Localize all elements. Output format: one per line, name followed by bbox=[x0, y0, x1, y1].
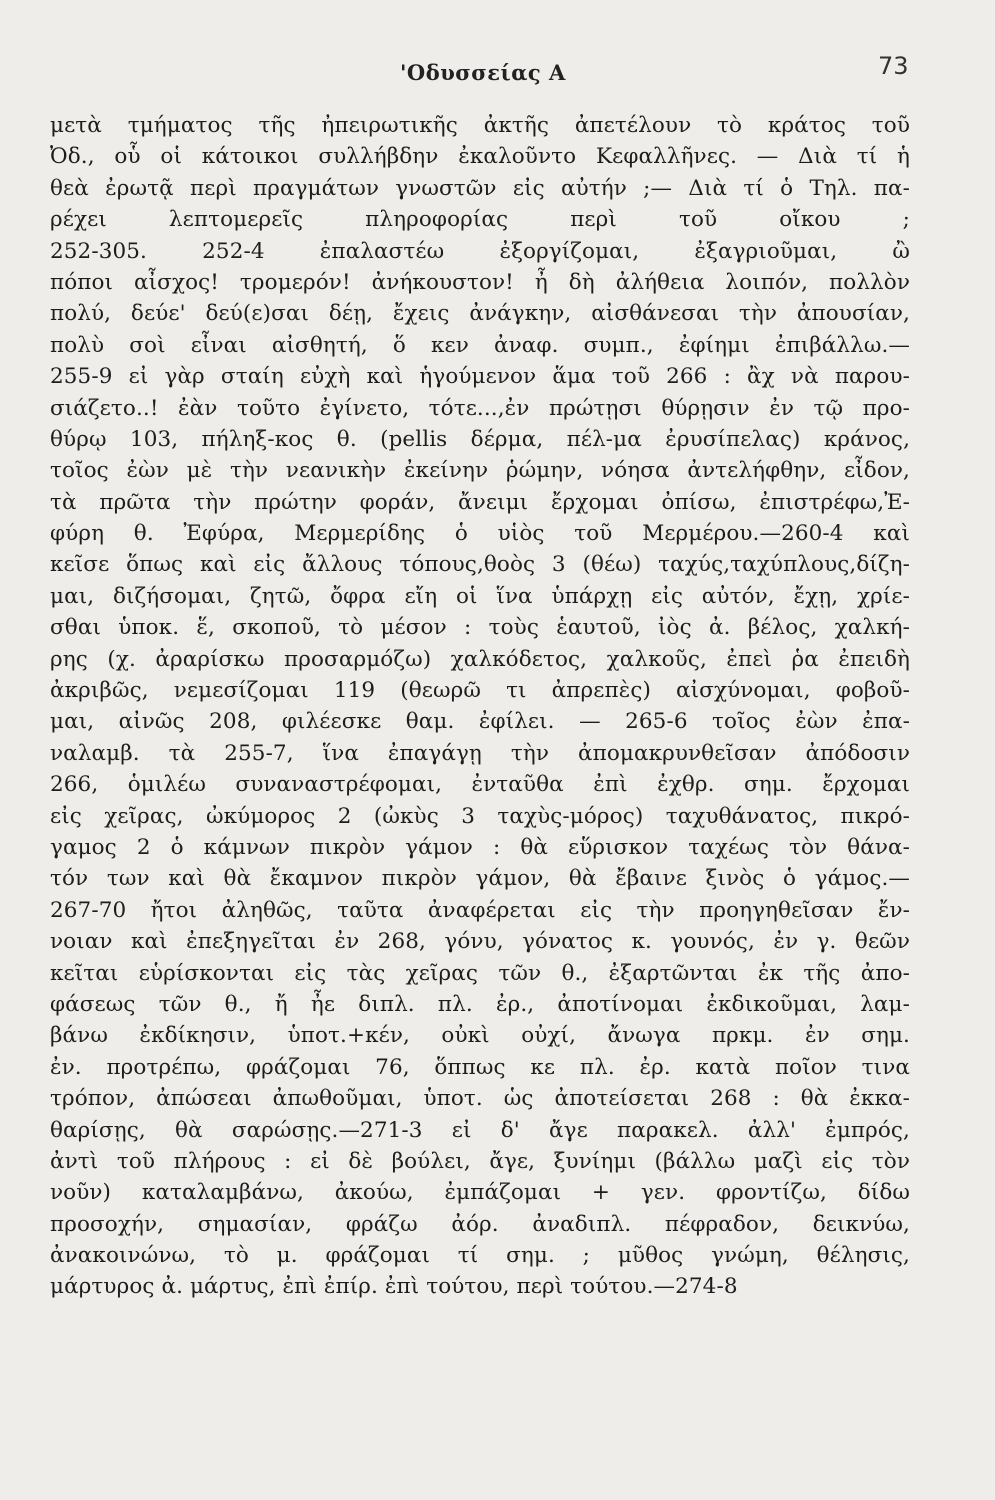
running-title: 'Οδυσσείας Α bbox=[400, 60, 566, 85]
text-line: μετὰ τμήματος τῆς ἠπειρωτικῆς ἀκτῆς ἀπετέλουν τὸ κράτος τοῦ bbox=[50, 113, 910, 138]
text-line: μαι, αἰνῶς 208, φιλέεσκε θαμ. ἐφίλει. — 265-6 τοῖος ἐὼν ἐπα- bbox=[50, 709, 910, 735]
text-line: ἀνακοινώνω, τὸ μ. φράζομαι τί σημ. ; μῦθος γνώμη, θέλησις, bbox=[50, 1243, 910, 1269]
text-line: 266, ὁμιλέω συναναστρέφομαι, ἐνταῦθα ἐπὶ ἐχθρ. σημ. ἔρχομαι bbox=[50, 772, 910, 798]
commentary-text bbox=[50, 110, 910, 1303]
text-line: νοιαν καὶ ἐπεξηγεῖται ἐν 268, γόνυ, γόνατος κ. γουνός, ἐν γ. θεῶν bbox=[50, 929, 910, 955]
text-line: 252-305. 252-4 ἐπαλαστέω ἐξοργίζομαι, ἐξαγριοῦμαι, ὢ bbox=[50, 238, 910, 264]
text-line: σθαι ὑποκ. ἕ, σκοποῦ, τὸ μέσον : τοὺς ἑαυτοῦ, ἰὸς ἀ. βέλος, χαλκή- bbox=[50, 615, 910, 641]
text-line: πόποι αἶσχος! τρομερόν! ἀνήκουστον! ἦ δὴ ἀλήθεια λοιπόν, πολλὸν bbox=[50, 269, 910, 295]
text-line: φάσεως τῶν θ., ἤ ἦε διπλ. πλ. ἐρ., ἀποτίνομαι ἐκδικοῦμαι, λαμ- bbox=[50, 991, 910, 1017]
text-line: τόν των καὶ θὰ ἔκαμνον πικρὸν γάμον, θὰ ἔβαινε ξινὸς ὁ γάμος.— bbox=[50, 866, 910, 892]
text-line: 267-70 ἤτοι ἀληθῶς, ταῦτα ἀναφέρεται εἰς τὴν προηγηθεῖσαν ἔν- bbox=[50, 897, 910, 923]
text-line: γαμος 2 ὁ κάμνων πικρὸν γάμον : θὰ εὕρισκον ταχέως τὸν θάνα- bbox=[50, 834, 910, 860]
text-line: εἰς χεῖρας, ὠκύμορος 2 (ὠκὺς 3 ταχὺς-μόρος) ταχυθάνατος, πικρό- bbox=[50, 803, 910, 829]
text-line: νοῦν) καταλαμβάνω, ἀκούω, ἐμπάζομαι + γεν. φροντίζω, δίδω bbox=[50, 1180, 910, 1206]
text-line: ναλαμβ. τὰ 255-7, ἵνα ἐπαγάγῃ τὴν ἀπομακρυνθεῖσαν ἀπόδοσιν bbox=[50, 740, 910, 766]
text-line: τοῖος ἐὼν μὲ τὴν νεανικὴν ἐκείνην ῥώμην, νόησα ἀντελήφθην, εἶδον, bbox=[50, 458, 910, 484]
text-line: προσοχήν, σημασίαν, φράζω ἀόρ. ἀναδιπλ. πέφραδον, δεικνύω, bbox=[50, 1211, 910, 1237]
text-line: θεὰ ἐρωτᾷ περὶ πραγμάτων γνωστῶν εἰς αὐτήν ;— Διὰ τί ὁ Τηλ. πα- bbox=[50, 175, 910, 201]
text-line: φύρη θ. Ἐφύρα, Μερμερίδης ὁ υἱὸς τοῦ Μερμέρου.—260-4 καὶ bbox=[50, 521, 910, 547]
text-line: κεῖται εὑρίσκονται εἰς τὰς χεῖρας τῶν θ., ἐξαρτῶνται ἐκ τῆς ἀπο- bbox=[50, 960, 910, 986]
page-number: 73 bbox=[878, 52, 909, 80]
text-line: μαι, διζήσομαι, ζητῶ, ὄφρα εἴη οἱ ἵνα ὑπάρχῃ εἰς αὐτόν, ἔχῃ, χρίε- bbox=[50, 583, 910, 609]
text-line: θύρῳ 103, πήληξ-κος θ. (pellis δέρμα, πέλ-μα ἐρυσίπελας) κράνος, bbox=[50, 426, 910, 452]
text-line: κεῖσε ὅπως καὶ εἰς ἄλλους τόπους,θοὸς 3 (θέω) ταχύς,ταχύπλους,δίζη- bbox=[50, 552, 910, 578]
text-line: τὰ πρῶτα τὴν πρώτην φοράν, ἄνειμι ἔρχομαι ὀπίσω, ἐπιστρέφω,Ἐ- bbox=[50, 489, 910, 515]
text-line: πολὺ σοὶ εἶναι αἰσθητή, ὅ κεν ἀναφ. συμπ., ἐφίημι ἐπιβάλλω.— bbox=[50, 332, 910, 358]
text-line: ρης (χ. ἀραρίσκω προσαρμόζω) χαλκόδετος, χαλκοῦς, ἐπεὶ ῥα ἐπειδὴ bbox=[50, 646, 910, 672]
text-line: βάνω ἐκδίκησιν, ὑποτ.+κέν, οὐκὶ οὐχί, ἄνωγα πρκμ. ἐν σημ. bbox=[50, 1023, 910, 1049]
text-line: θαρίσῃς, θὰ σαρώσῃς.—271-3 εἰ δ' ἄγε παρακελ. ἀλλ' ἐμπρός, bbox=[50, 1117, 910, 1143]
text-line: ἀκριβῶς, νεμεσίζομαι 119 (θεωρῶ τι ἀπρεπὲς) αἰσχύνομαι, φοβοῦ- bbox=[50, 678, 910, 704]
text-line: μάρτυρος ἀ. μάρτυς, ἐπὶ ἐπίρ. ἐπὶ τούτου, περὶ τούτου.—274-8 bbox=[50, 1274, 738, 1300]
text-line: 255-9 εἰ γὰρ σταίη εὐχὴ καὶ ἡγούμενον ἅμα τοῦ 266 : ἂχ νὰ παρου- bbox=[50, 364, 910, 390]
text-line: Ὀδ., οὗ οἱ κάτοικοι συλλήβδην ἐκαλοῦντο Κεφαλλῆνες. — Διὰ τί ἡ bbox=[50, 144, 910, 170]
text-line: σιάζετο..! ἐὰν τοῦτο ἐγίνετο, τότε...,ἐν πρώτῃσι θύρῃσιν ἐν τῷ προ- bbox=[50, 395, 910, 421]
text-line: ἀντὶ τοῦ πλήρους : εἰ δὲ βούλει, ἄγε, ξυνίημι (βάλλω μαζὶ εἰς τὸν bbox=[50, 1148, 910, 1174]
text-line: πολύ, δεύε' δεύ(ε)σαι δέῃ, ἔχεις ἀνάγκην, αἰσθάνεσαι τὴν ἀπουσίαν, bbox=[50, 301, 910, 327]
text-line: ρέχει λεπτομερεῖς πληροφορίας περὶ τοῦ οἴκου ; bbox=[50, 207, 910, 233]
text-line: ἐν. προτρέπω, φράζομαι 76, ὅππως κε πλ. ἐρ. κατὰ ποῖον τινα bbox=[50, 1054, 910, 1080]
text-line: τρόπον, ἀπώσεαι ἀπωθοῦμαι, ὑποτ. ὡς ἀποτείσεται 268 : θὰ ἐκκα- bbox=[50, 1086, 910, 1112]
